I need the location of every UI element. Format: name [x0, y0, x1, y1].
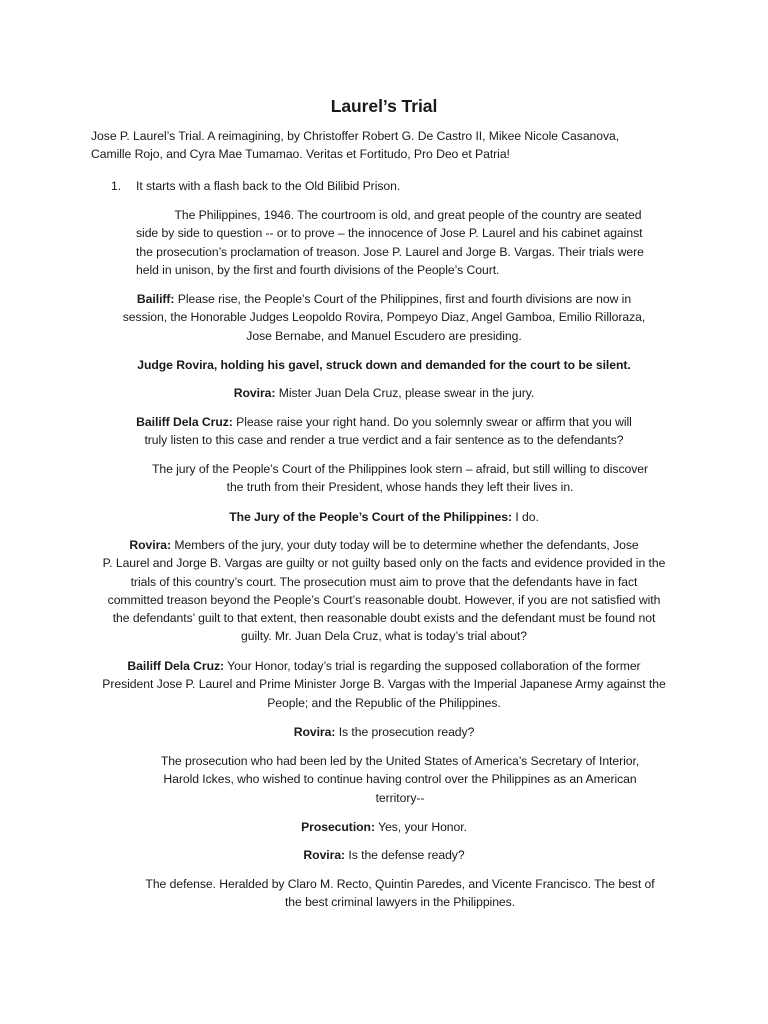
dialogue-text: Is the defense ready?: [348, 848, 465, 862]
speaker-label: Bailiff:: [136, 292, 175, 306]
text-line: The Philippines, 1946. The courtroom is old, and great people of the country are seated: [174, 208, 642, 222]
speaker-label: Rovira:: [233, 386, 276, 400]
text-line: Harold Ickes, who wished to continue having control over the Philippines as an American: [163, 772, 637, 787]
list-item-text: It starts with a flash back to the Old Bilibid Prison.: [136, 179, 401, 193]
text-line: the prosecution’s proclamation of treason. Jose P. Laurel and Jorge B. Vargas. Their trials were: [136, 244, 644, 259]
speaker-label: Prosecution:: [301, 820, 375, 834]
text-line: guilty. Mr. Juan Dela Cruz, what is today’s trial about?: [241, 629, 527, 644]
text-line: the best criminal lawyers in the Philippines.: [284, 895, 516, 910]
dialogue-paragraph: [84, 536, 684, 646]
dialogue-paragraph: [94, 508, 674, 526]
text-line: side by side to question -- or to prove – the innocence of Jose P. Laurel and his cabinet against: [136, 226, 643, 241]
dialogue-text: Members of the jury, your duty today will be to determine whether the defendants, Jose: [174, 538, 639, 552]
text-line: [94, 413, 674, 431]
text-line: Jose Bernabe, and Manuel Escudero are presiding.: [246, 328, 522, 343]
text-line: territory--: [375, 790, 425, 805]
speaker-label: Rovira:: [293, 725, 336, 739]
dialogue-paragraph: [94, 818, 674, 836]
intro-line: Jose P. Laurel’s Trial. A reimagining, by Christoffer Robert G. De Castro II, Mikee Nicole Casanova,: [91, 129, 620, 143]
text-line: [94, 290, 674, 308]
dialogue-text: Is the prosecution ready?: [338, 725, 475, 739]
text-line: The prosecution who had been led by the United States of America’s Secretary of Interior,: [160, 754, 640, 768]
text-line: The defense. Heralded by Claro M. Recto, Quintin Paredes, and Vicente Francisco. The best of: [145, 877, 655, 891]
document-title: Laurel’s Trial: [330, 96, 438, 116]
dialogue-paragraph: [94, 384, 674, 402]
dialogue-text: Please rise, the People’s Court of the Philippines, first and fourth divisions are now in: [177, 292, 632, 306]
text-line: committed treason beyond the People’s Court’s reasonable doubt. However, if you are not satisfied with: [107, 592, 661, 607]
text-line: The jury of the People’s Court of the Philippines look stern – afraid, but still willing to discover: [151, 462, 649, 476]
speaker-label: Bailiff Dela Cruz:: [127, 659, 225, 673]
dialogue-text: Mister Juan Dela Cruz, please swear in the jury.: [278, 386, 535, 400]
dialogue-paragraph: [94, 846, 674, 864]
text-line: P. Laurel and Jorge B. Vargas are guilty or not guilty based only on the facts and evidence provided in the: [102, 556, 666, 571]
text-line: trials of this country’s court. The prosecution must aim to prove that the defendants have in fact: [130, 574, 638, 589]
list-number: 1.: [111, 179, 122, 193]
text-line: truly listen to this case and render a true verdict and a fair sentence as to the defendants?: [144, 433, 624, 448]
text-line: President Jose P. Laurel and Prime Minister Jorge B. Vargas with the Imperial Japanese Army against the: [102, 677, 666, 692]
speaker-label: The Jury of the People’s Court of the Philippines:: [229, 510, 512, 524]
text-line: People; and the Republic of the Philippines.: [267, 695, 501, 710]
text-line: held in unison, by the first and fourth divisions of the People’s Court.: [136, 262, 500, 277]
narration-paragraph: Judge Rovira, holding his gavel, struck down and demanded for the court to be silent.: [137, 358, 631, 372]
text-line: the truth from their President, whose hands they left their lives in.: [226, 480, 574, 495]
text-line: [84, 536, 684, 554]
dialogue-text: Your Honor, today’s trial is regarding the supposed collaboration of the former: [227, 659, 641, 673]
text-line: the defendants’ guilt to that extent, then reasonable doubt exists and the defendant must be found not: [112, 611, 656, 626]
dialogue-text: I do.: [515, 510, 539, 524]
narration-paragraph: [128, 206, 688, 279]
speaker-label: Bailiff Dela Cruz:: [136, 415, 233, 429]
dialogue-paragraph: [94, 290, 674, 345]
narration-paragraph: [110, 752, 690, 807]
dialogue-paragraph: [84, 657, 684, 712]
narration-paragraph: [110, 460, 690, 497]
dialogue-paragraph: [94, 413, 674, 450]
speaker-label: Rovira:: [129, 538, 172, 552]
speaker-label: Rovira:: [303, 848, 346, 862]
dialogue-paragraph: [94, 723, 674, 741]
text-line: [84, 657, 684, 675]
dialogue-text: Please raise your right hand. Do you solemnly swear or affirm that you will: [236, 415, 632, 429]
dialogue-text: Yes, your Honor.: [378, 820, 467, 834]
intro-paragraph: [91, 127, 691, 164]
intro-line: Camille Rojo, and Cyra Mae Tumamao. Veritas et Fortitudo, Pro Deo et Patria!: [91, 147, 510, 162]
text-line: session, the Honorable Judges Leopoldo Rovira, Pompeyo Diaz, Angel Gamboa, Emilio Rilloraza,: [122, 310, 646, 325]
narration-paragraph: [100, 875, 700, 912]
